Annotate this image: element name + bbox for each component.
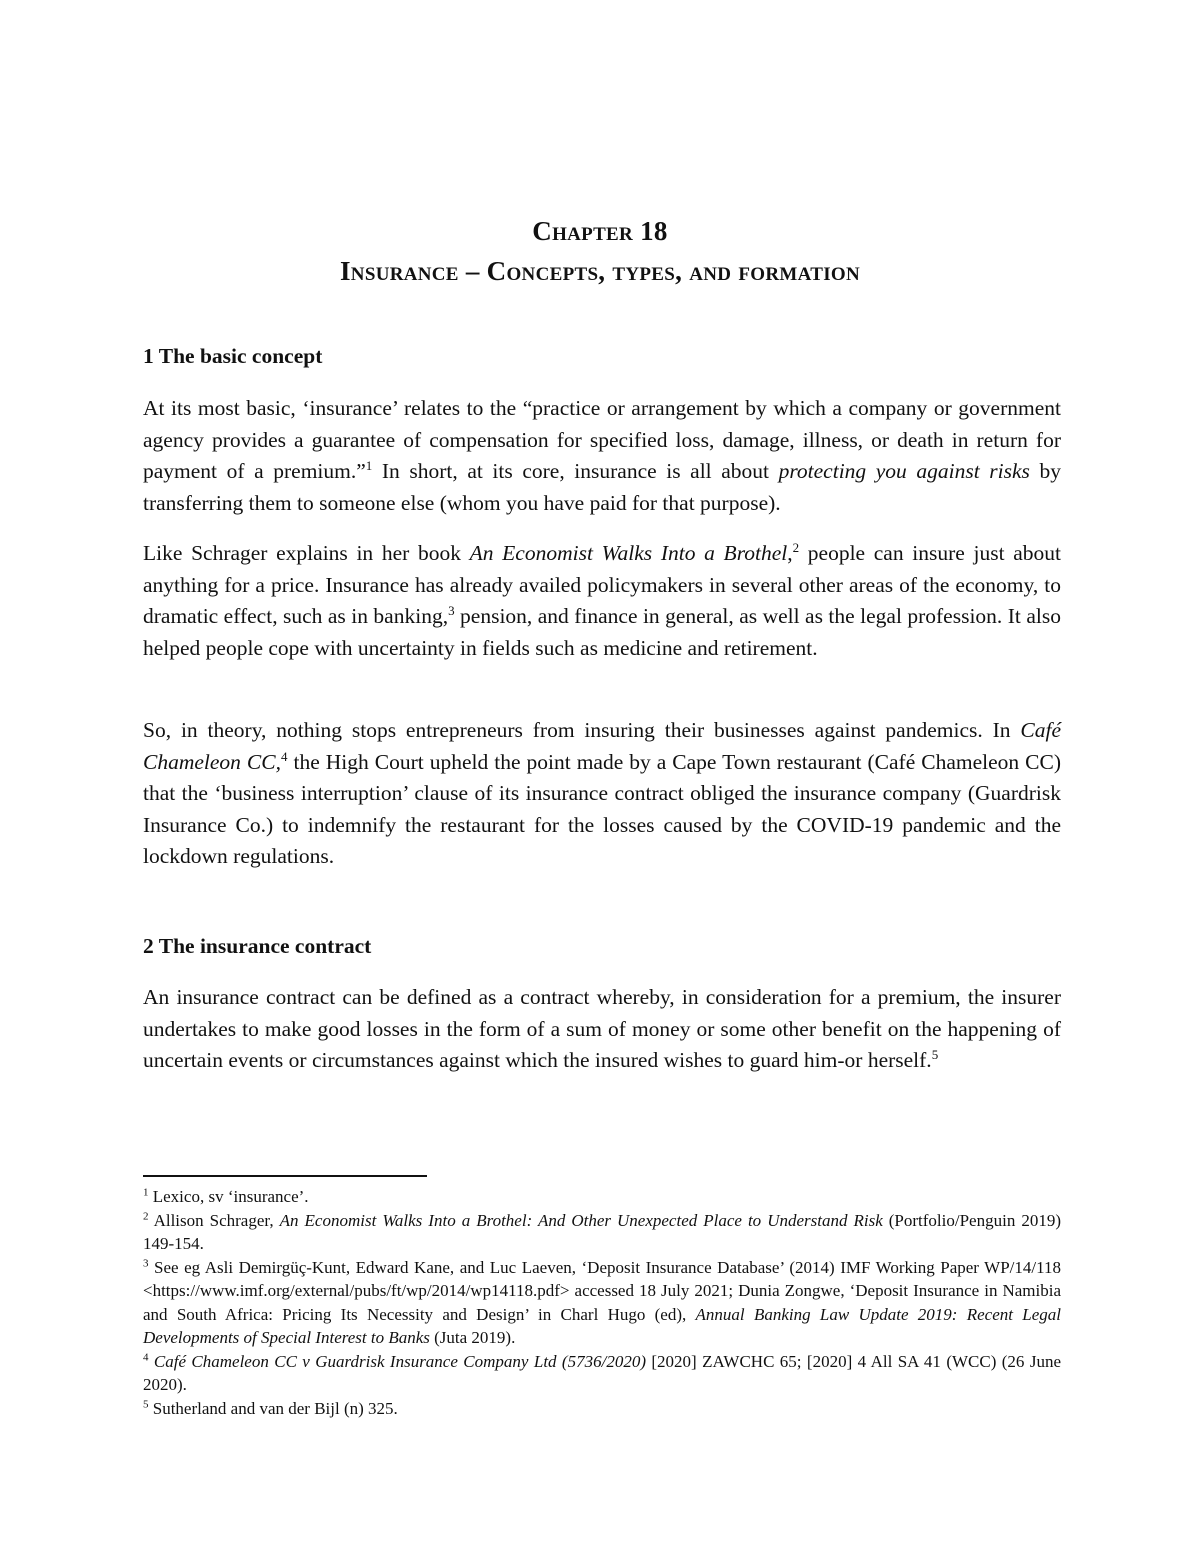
paragraph-text: In short, at its core, insurance is all about	[372, 459, 779, 483]
footnote-title: Annual Banking Law Update 2019: Recent Legal Developments of Special Interest to Banks	[143, 1304, 1061, 1347]
footnote-text: (Portfolio/Penguin 2019) 149-154.	[143, 1210, 1061, 1253]
footnote-4	[143, 1350, 1061, 1397]
footnote-title: Café Chameleon CC v Guardrisk Insurance Company Ltd (5736/2020)	[148, 1351, 646, 1371]
emphasis-text: protecting you against risks	[778, 459, 1030, 483]
book-title-text: An Economist Walks Into a Brothel	[469, 541, 788, 565]
case-name-text: Café Chameleon CC,	[143, 718, 1061, 774]
footnote-1	[143, 1185, 1061, 1209]
section-1-paragraph-3	[143, 715, 1061, 873]
footnote-text: (Juta 2019).	[429, 1328, 516, 1347]
paragraph-text: At its most basic, ‘insurance’ relates to the “practice or arrangement by which a company or government agency provides a guarantee of compensation for specified loss, damage, illness, or death in return for payment of a premium.”	[143, 396, 1061, 483]
footnote-ref-2[interactable]: 2	[792, 539, 800, 555]
footnote-title: An Economist Walks Into a Brothel: And Other Unexpected Place to Understand Risk	[279, 1210, 883, 1230]
paragraph-text: by transferring them to someone else (whom you have paid for that purpose).	[143, 459, 1061, 515]
footnote-text: Sutherland and van der Bijl (n) 325.	[148, 1398, 398, 1418]
footnote-ref-5[interactable]: 5	[931, 1046, 939, 1062]
footnote-text: [2020] ZAWCHC 65; [2020] 4 All SA 41 (WCC) (26 June 2020).	[143, 1351, 1061, 1394]
footnote-text: Lexico, sv ‘insurance’.	[148, 1187, 309, 1206]
footnote-number: 4	[143, 1350, 149, 1363]
footnote-number: 2	[143, 1209, 149, 1222]
section-heading-2: 2 The insurance contract	[143, 934, 372, 958]
paragraph-text: people can insure just about anything for a price. Insurance has already availed policymakers in several other areas of the economy, to dramatic effect, such as in banking,	[143, 541, 1061, 628]
section-1-paragraph-2	[143, 538, 1061, 664]
paragraph-text: Like Schrager explains in her book	[143, 541, 470, 565]
section-2-paragraph-1	[143, 982, 1061, 1077]
section-heading-1: 1 The basic concept	[143, 344, 323, 368]
footnote-number: 3	[143, 1256, 149, 1269]
footnote-5	[143, 1397, 1061, 1421]
punctuation: ,	[787, 541, 793, 565]
paragraph-text: So, in theory, nothing stops entrepreneurs from insuring their businesses against pandemics. In	[143, 718, 1021, 742]
paragraph-text: An insurance contract can be defined as a contract whereby, in consideration for a premium, the insurer undertakes to make good losses in the form of a sum of money or some other benefit on the happening of uncertain events or circumstances against which the insured wishes to guard him-or herself.	[143, 985, 1061, 1072]
chapter-subtitle: Insurance – Concepts, types, and formation	[340, 256, 860, 286]
footnote-3	[143, 1256, 1061, 1350]
footnote-ref-4[interactable]: 4	[280, 748, 288, 764]
footnote-number: 1	[143, 1186, 149, 1199]
footnote-number: 5	[143, 1397, 149, 1410]
chapter-number: Chapter 18	[532, 216, 668, 246]
paragraph-text: pension, and finance in general, as well as the legal profession. It also helped people cope with uncertainty in fields such as medicine and retirement.	[143, 604, 1061, 660]
footnote-separator	[143, 1175, 427, 1177]
section-1-paragraph-1	[143, 393, 1061, 519]
footnote-ref-1[interactable]: 1	[365, 457, 373, 473]
footnotes	[143, 1185, 1061, 1420]
paragraph-text: the High Court upheld the point made by a Cape Town restaurant (Café Chameleon CC) that the ‘business interruption’ clause of its insurance contract obliged the insurance company (Guardrisk Insurance Co.) to indemnify the restaurant for the losses caused by the COVID-19 pandemic and the lockdown regulations.	[143, 749, 1061, 868]
footnote-ref-3[interactable]: 3	[448, 602, 455, 618]
footnote-text: See eg Asli Demirgüç-Kunt, Edward Kane, and Luc Laeven, ‘Deposit Insurance Database’ (2014) IMF Working Paper WP/14/118 <https://www.imf.org/external/pubs/ft/wp/2014/wp14118.pdf> accessed 18 July 2021; Dunia Zongwe, ‘Deposit Insurance in Namibia and South Africa: Pricing Its Necessity and Design’ in Charl Hugo (ed),	[143, 1257, 1061, 1324]
chapter-title-block	[0, 212, 1200, 290]
footnote-text: Allison Schrager,	[148, 1210, 280, 1230]
footnote-2	[143, 1209, 1061, 1256]
